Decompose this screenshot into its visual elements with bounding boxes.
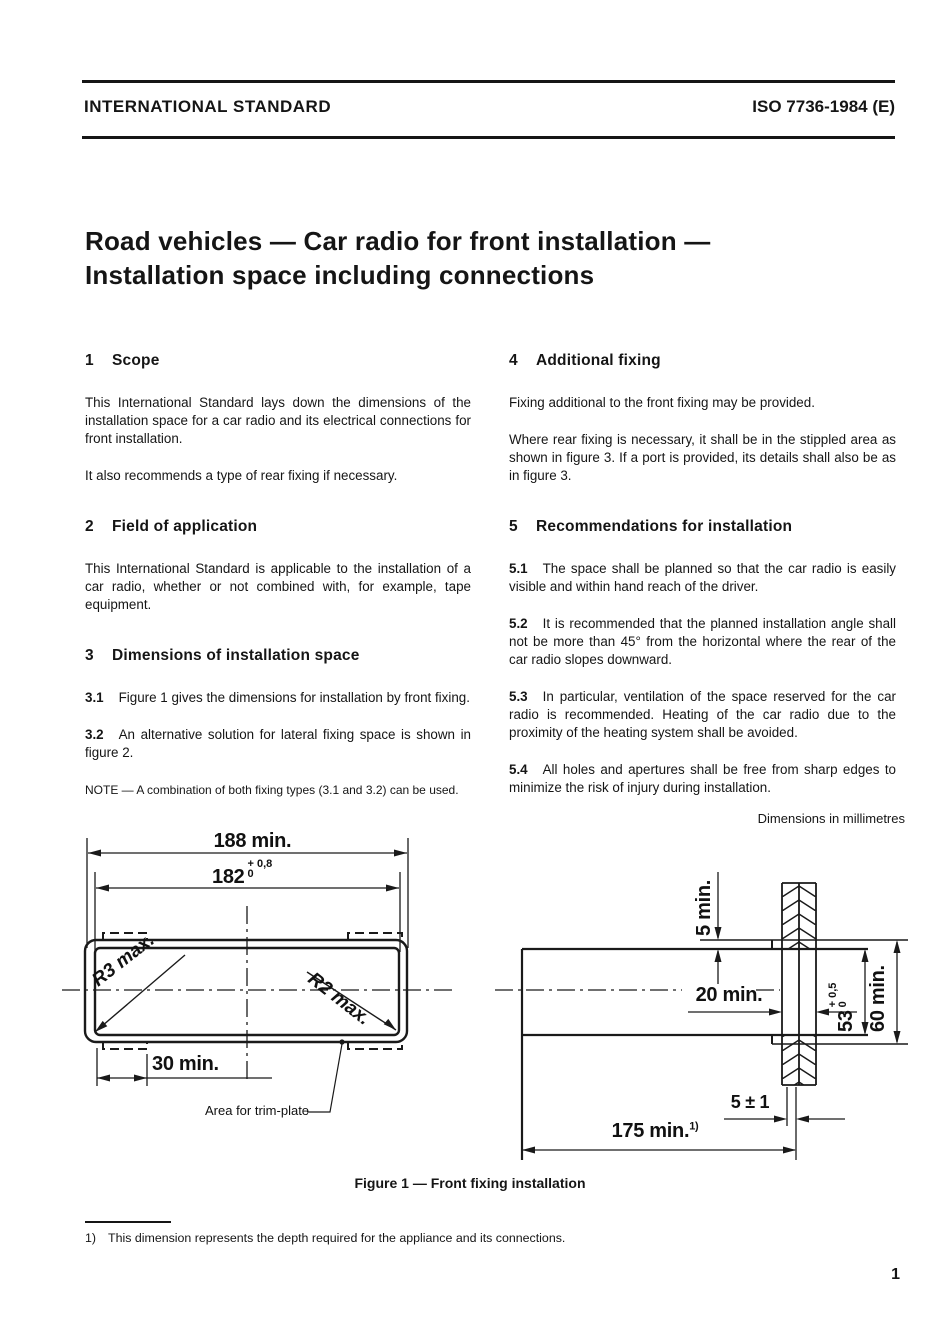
figure-1-drawing (0, 820, 950, 1180)
figure-caption: Figure 1 — Front fixing installation (354, 1175, 586, 1191)
footnote-reference: 1) (689, 1120, 699, 1133)
footnote (85, 1230, 785, 1246)
dim-label-188-min: 188 min. (213, 830, 292, 852)
footnote-text: This dimension represents the depth required for the appliance and its connections. (108, 1231, 566, 1245)
clause-3-2: 3.2 An alternative solution for lateral fixing space is shown in figure 2. (85, 727, 471, 760)
section-1-paragraph-1: This International Standard lays down the dimensions of the installation space for a car radio and its electrical connections for front installation. (85, 395, 471, 446)
clause-5-4: 5.4 All holes and apertures shall be free from sharp edges to minimize the risk of injury during installation. (509, 762, 896, 795)
section-4-heading: 4 Additional fixing (509, 352, 661, 369)
section-4-paragraph-1: Fixing additional to the front fixing may be provided. (509, 395, 815, 410)
section-1-heading: 1 Scope (85, 352, 160, 369)
section-4-paragraph-2: Where rear fixing is necessary, it shall be in the stippled area as shown in figure 3. If a port is provided, its details shall also be as in figure 3. (509, 432, 896, 483)
section-3-note: NOTE — A combination of both fixing types (3.1 and 3.2) can be used. (85, 783, 459, 797)
clause-3-1: 3.1 Figure 1 gives the dimensions for installation by front fixing. (85, 690, 470, 705)
page-number: 1 (891, 1266, 900, 1283)
section-1-paragraph-2: It also recommends a type of rear fixing if necessary. (85, 468, 398, 483)
dim-label-20-min: 20 min. (695, 984, 763, 1006)
dim-label-30-min: 30 min. (152, 1053, 219, 1075)
units-note: Dimensions in millimetres (757, 811, 905, 826)
dim-label-5-plus-minus-1: 5 ± 1 (730, 1092, 770, 1112)
right-column (509, 352, 896, 816)
footnote-rule (85, 1221, 171, 1223)
section-2-paragraph-1: This International Standard is applicable to the installation of a car radio, whether or not combined with, for example, tape equipment. (85, 561, 471, 612)
header-rule-bottom (82, 136, 895, 139)
dim-label-182-tol: 182+ 0,8 0 (212, 858, 273, 888)
section-3-heading: 3 Dimensions of installation space (85, 647, 360, 664)
document-title (85, 224, 885, 292)
dim-label-53-tol: 53+ 0,5 0 (827, 982, 857, 1032)
dim-label-r3-max: R3 max. (88, 929, 159, 991)
left-column (85, 352, 471, 818)
footnote-marker: 1) (85, 1231, 97, 1245)
section-2-heading: 2 Field of application (85, 518, 258, 535)
document-title-line2: Installation space including connections (85, 260, 595, 290)
document-title-line1: Road vehicles — Car radio for front installation — (85, 226, 711, 256)
trim-plate-label: Area for trim-plate (205, 1103, 310, 1118)
clause-5-2: 5.2 It is recommended that the planned installation angle shall not be more than 45° from the horizontal where the rear of the car radio slopes downward. (509, 616, 896, 667)
clause-5-3: 5.3 In particular, ventilation of the space reserved for the car radio is recommended. Heating of the car radio due to the proximity of the heating system shall be avoided. (509, 689, 896, 740)
header-label: INTERNATIONAL STANDARD (84, 97, 332, 116)
header-rule-top (82, 80, 895, 83)
dim-label-175-min: 175 min.$^{1)}$ (611, 1120, 699, 1142)
clause-5-1: 5.1 The space shall be planned so that the car radio is easily visible and within hand reach of the driver. (509, 561, 896, 594)
dim-label-60-min: 60 min. (867, 965, 889, 1032)
dim-label-5-min: 5 min. (693, 880, 715, 936)
section-5-heading: 5 Recommendations for installation (509, 518, 793, 535)
dim-label-r2-max: R2 max. (303, 968, 375, 1030)
header-doc-number: ISO 7736-1984 (E) (752, 97, 895, 116)
